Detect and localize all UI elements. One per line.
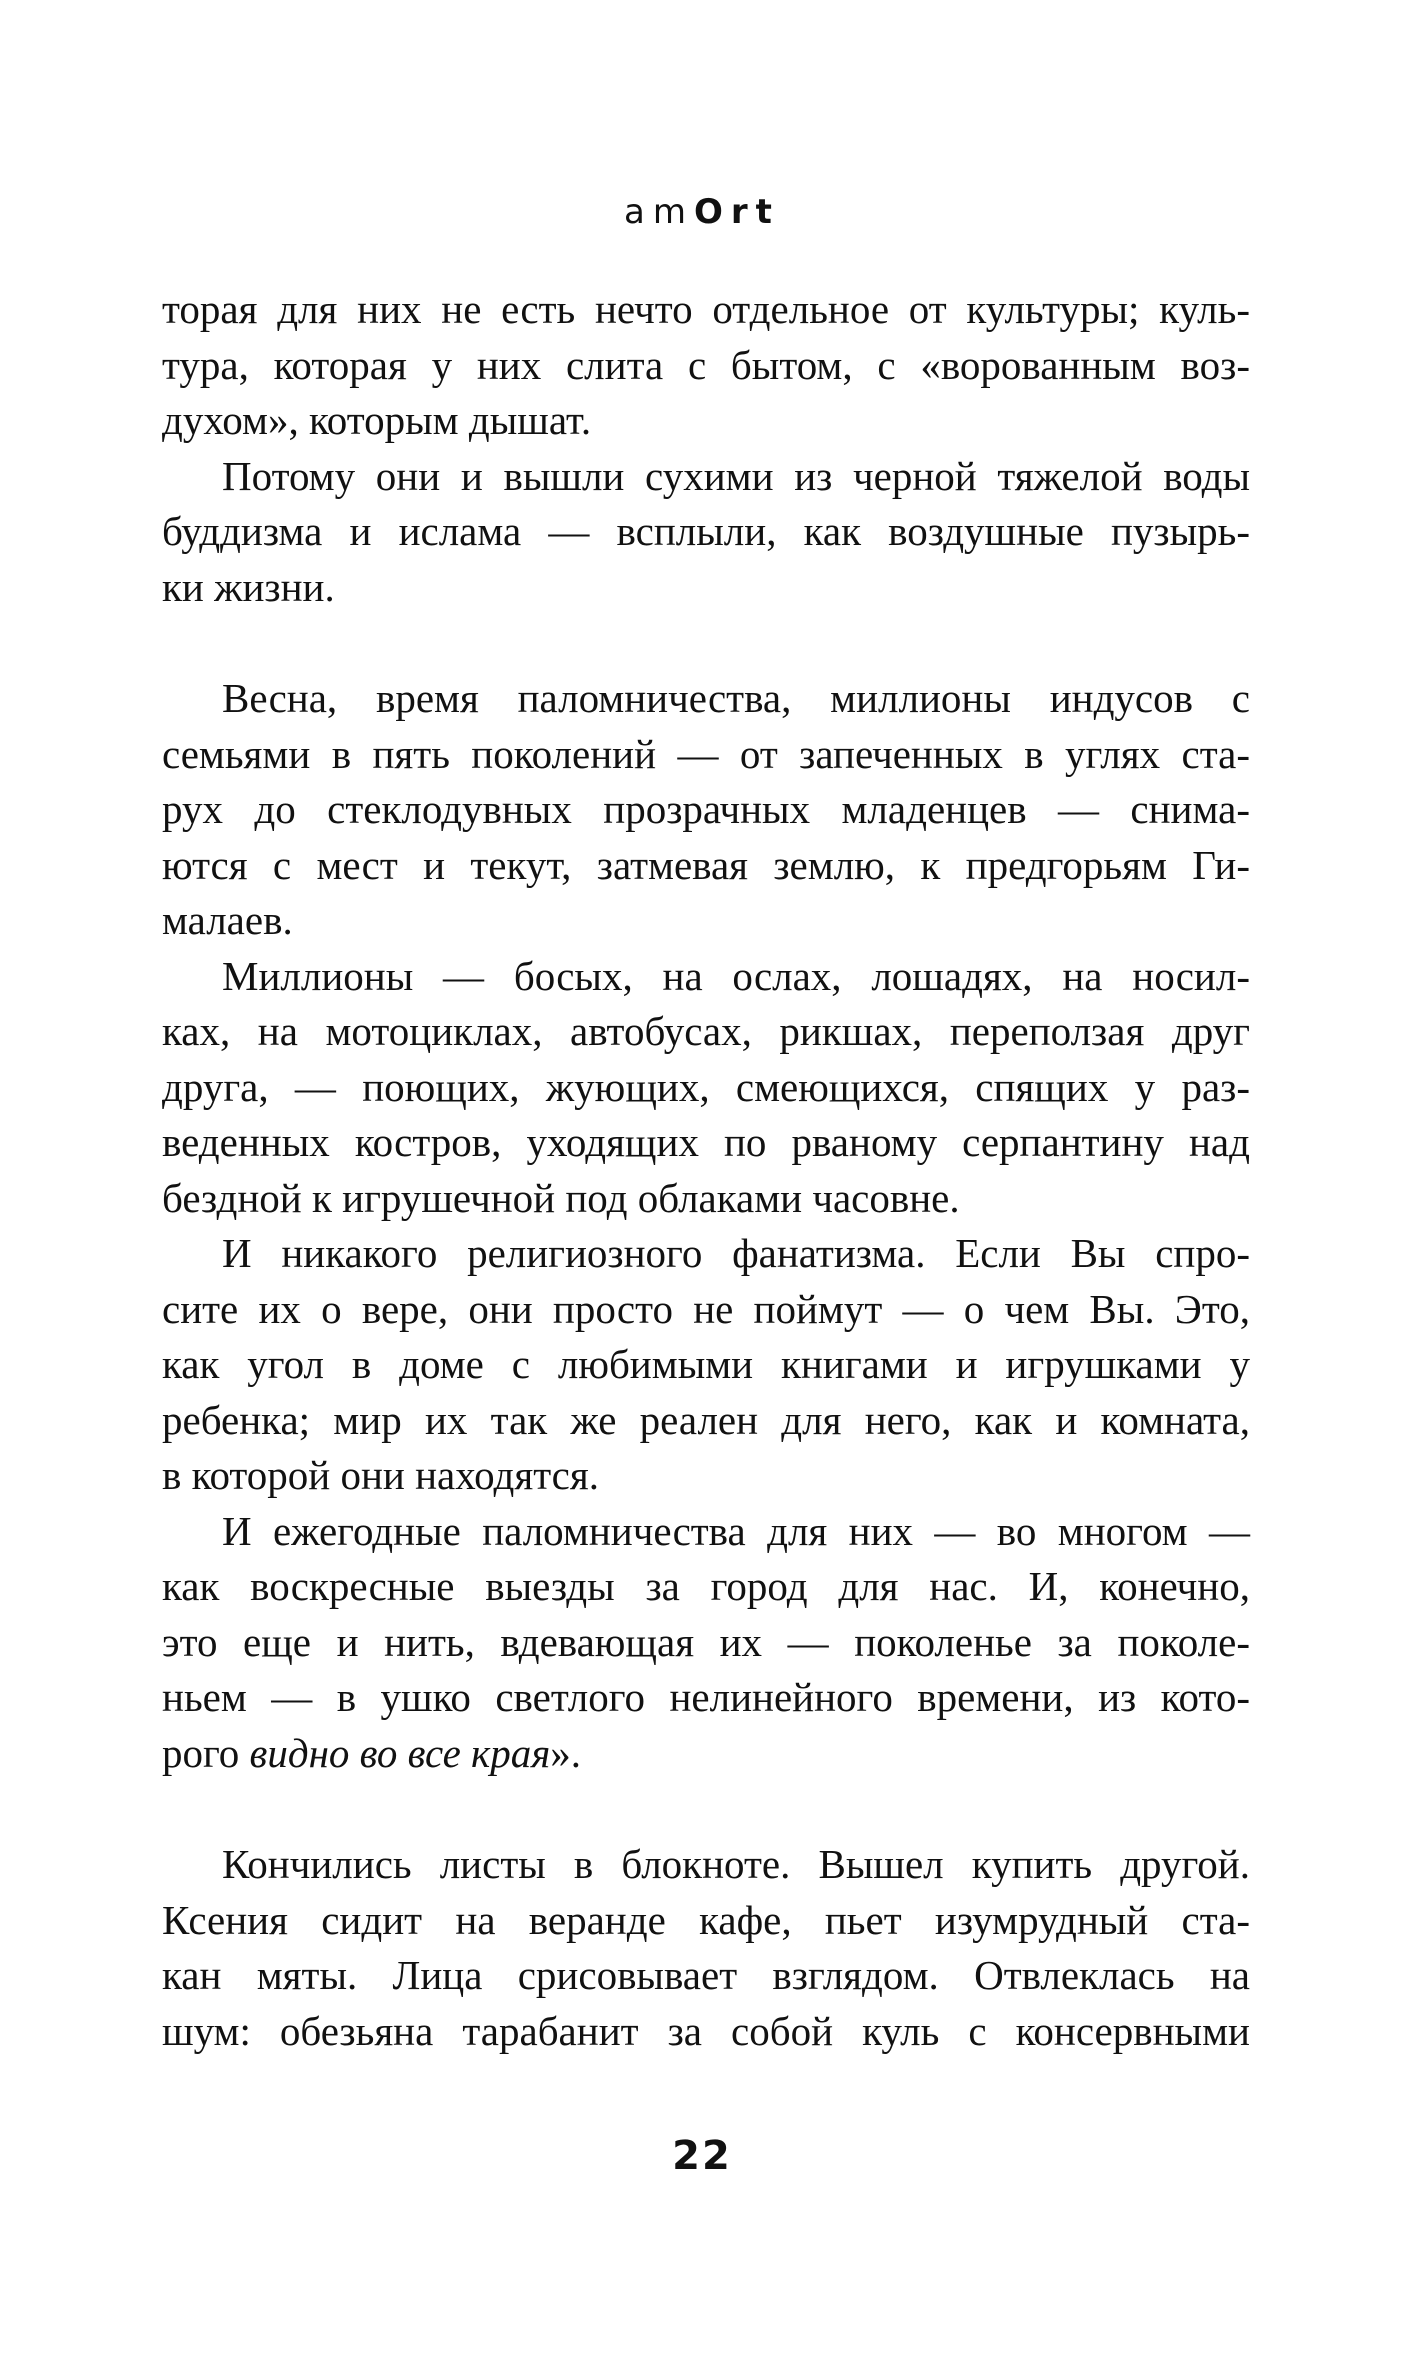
paragraph-4	[162, 949, 1250, 1227]
text-line: рух до стеклодувных прозрачных младенцев — снима-	[162, 786, 1250, 832]
text-line: малаев.	[162, 897, 293, 943]
text-line: сите их о вере, они просто не поймут — о чем Вы. Это,	[162, 1285, 1250, 1332]
text-line: торая для них не есть нечто отдельное от культуры; куль-	[162, 286, 1250, 332]
text-line: ках, на мотоциклах, автобусах, рикшах, переползая друг	[162, 1008, 1250, 1054]
text-line: бездной к игрушечной под облаками часовне.	[162, 1174, 960, 1221]
text-line: кан мяты. Лица срисовывает взглядом. Отвлеклась на	[162, 1952, 1250, 1998]
text-line: как угол в доме с любимыми книгами и игрушками у	[162, 1341, 1250, 1387]
text-line: как воскресные выезды за город для нас. И, конечно,	[162, 1563, 1250, 1609]
running-head	[0, 184, 1404, 240]
text-line: Потому они и вышли сухими из черной тяжелой воды	[222, 452, 1250, 499]
italic-quote: видно во все края	[249, 1729, 551, 1776]
text-line: шум: обезьяна тарабанит за собой куль с консервными	[162, 2007, 1250, 2054]
text-line: буддизма и ислама — всплыли, как воздушные пузырь-	[162, 508, 1250, 554]
paragraph-5	[162, 1226, 1250, 1504]
paragraph-6	[162, 1504, 1250, 1782]
text-fragment: ».	[550, 1729, 582, 1776]
text-line: И ежегодные паломничества для них — во многом —	[222, 1507, 1250, 1554]
running-head-light: am	[624, 192, 695, 232]
paragraph-7	[162, 1837, 1250, 2059]
text-line: ются с мест и текут, затмевая землю, к предгорьям Ги-	[162, 841, 1250, 888]
page-number: 22	[672, 2133, 732, 2179]
text-line: ребенка; мир их так же реален для него, как и комната,	[162, 1396, 1250, 1443]
text-line: духом», которым дышат.	[162, 397, 592, 443]
text-line: это еще и нить, вдевающая их — поколенье за поколе-	[162, 1618, 1250, 1665]
paragraph-3	[162, 671, 1250, 949]
text-line: Ксения сидит на веранде кафе, пьет изумрудный ста-	[162, 1896, 1250, 1943]
body-text	[162, 282, 1250, 2059]
text-line: ньем — в ушко светлого нелинейного времени, из кото-	[162, 1674, 1250, 1720]
text-line: тура, которая у них слита с бытом, с «ворованным воз-	[162, 341, 1250, 388]
section-break	[162, 1781, 1250, 1837]
text-line-final	[162, 1726, 1250, 1782]
paragraph-1	[162, 282, 1250, 449]
text-line: Миллионы — босых, на ослах, лошадях, на носил-	[222, 952, 1250, 999]
text-line: ки жизни.	[162, 563, 335, 610]
running-head-bold: Ort	[694, 192, 780, 232]
text-line: Кончились листы в блокноте. Вышел купить другой.	[222, 1841, 1250, 1887]
text-line: друга, — поющих, жующих, смеющихся, спящих у раз-	[162, 1063, 1250, 1110]
text-line: веденных костров, уходящих по рваному серпантину над	[162, 1119, 1250, 1165]
text-line: Весна, время паломничества, миллионы индусов с	[222, 675, 1250, 721]
text-line: в которой они находятся.	[162, 1452, 599, 1498]
section-break	[162, 615, 1250, 671]
text-fragment: рого	[162, 1729, 250, 1776]
paragraph-2	[162, 449, 1250, 616]
text-line: семьями в пять поколений — от запеченных в углях ста-	[162, 730, 1250, 777]
text-line: И никакого религиозного фанатизма. Если Вы спро-	[222, 1230, 1250, 1276]
